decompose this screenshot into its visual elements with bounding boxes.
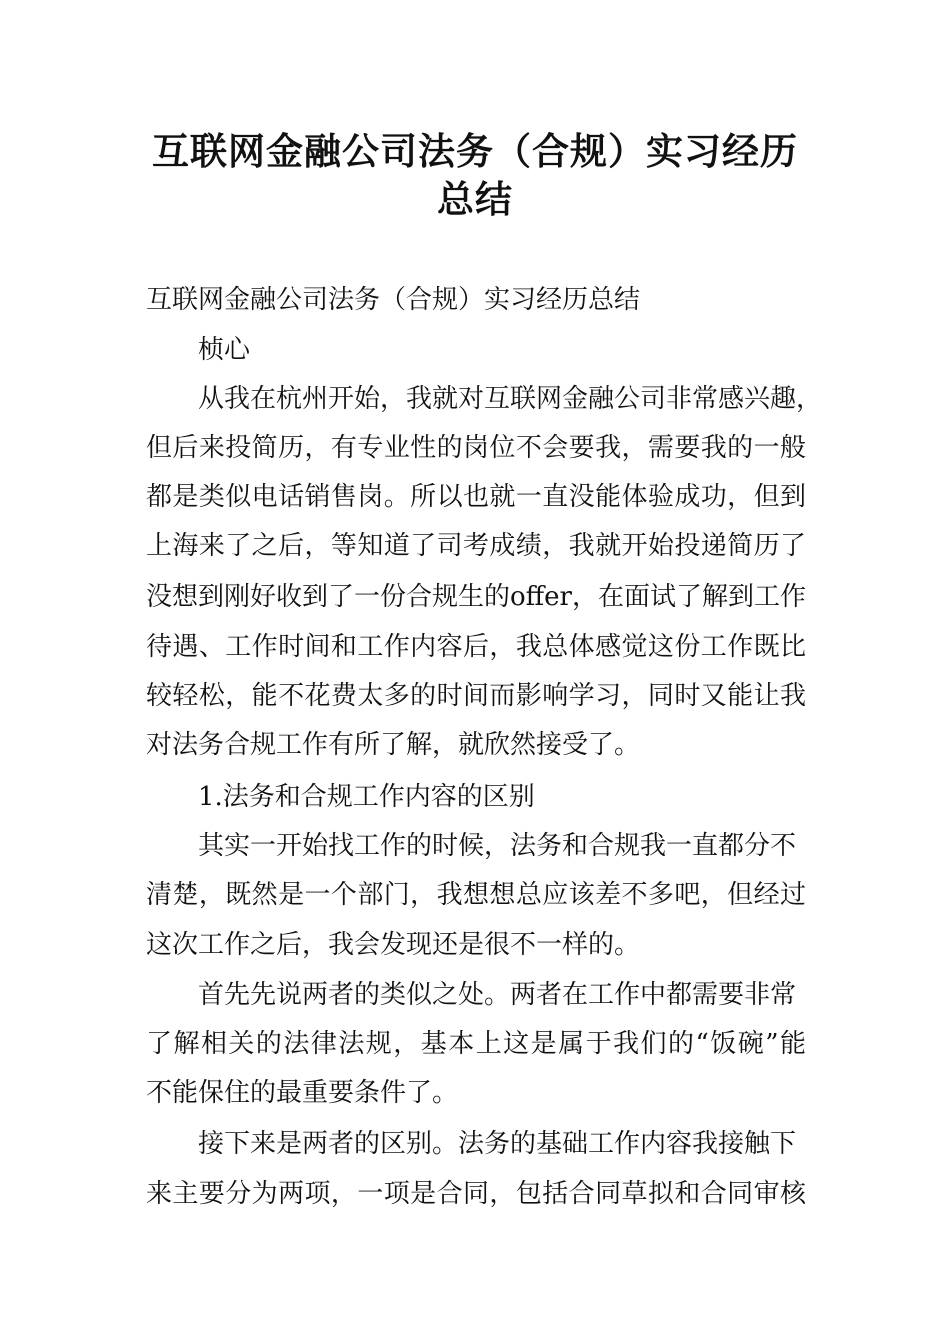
paragraph-line: 这次工作之后，我会发现还是很不一样的。 <box>146 930 641 960</box>
paragraph-line: 上海来了之后，等知道了司考成绩，我就开始投递简历了 <box>146 531 806 561</box>
paragraph-line: 没想到刚好收到了一份合规生的offer，在面试了解到工作 <box>146 582 806 612</box>
document-subtitle: 互联网金融公司法务（合规）实习经历总结 <box>146 285 641 315</box>
paragraph-line: 接下来是两者的区别。法务的基础工作内容我接触下 <box>198 1129 797 1159</box>
paragraph-line: 不能保住的最重要条件了。 <box>146 1078 459 1108</box>
author-name: 桢心 <box>198 335 251 365</box>
paragraph-line: 对法务合规工作有所了解，就欣然接受了。 <box>146 730 641 760</box>
document-title-line1: 互联网金融公司法务（合规）实习经历 <box>152 130 798 173</box>
section-heading: 1.法务和合规工作内容的区别 <box>198 782 535 812</box>
paragraph-line: 待遇、工作时间和工作内容后，我总体感觉这份工作既比 <box>146 632 806 662</box>
paragraph-line: 都是类似电话销售岗。所以也就一直没能体验成功，但到 <box>146 482 806 512</box>
paragraph-line: 来主要分为两项，一项是合同，包括合同草拟和合同审核 <box>146 1179 806 1209</box>
paragraph-line: 从我在杭州开始，我就对互联网金融公司非常感兴趣， <box>198 384 823 414</box>
paragraph-line: 但后来投简历，有专业性的岗位不会要我，需要我的一般 <box>146 433 806 463</box>
paragraph-line: 首先先说两者的类似之处。两者在工作中都需要非常 <box>198 980 797 1010</box>
paragraph-line: 了解相关的法律法规，基本上这是属于我们的“饭碗”能 <box>146 1029 806 1059</box>
paragraph-line: 清楚，既然是一个部门，我想想总应该差不多吧，但经过 <box>146 880 806 910</box>
document-title-line2: 总结 <box>437 178 513 221</box>
paragraph-line: 其实一开始找工作的时候，法务和合规我一直都分不 <box>198 831 797 861</box>
paragraph-line: 较轻松，能不花费太多的时间而影响学习，同时又能让我 <box>146 681 806 711</box>
